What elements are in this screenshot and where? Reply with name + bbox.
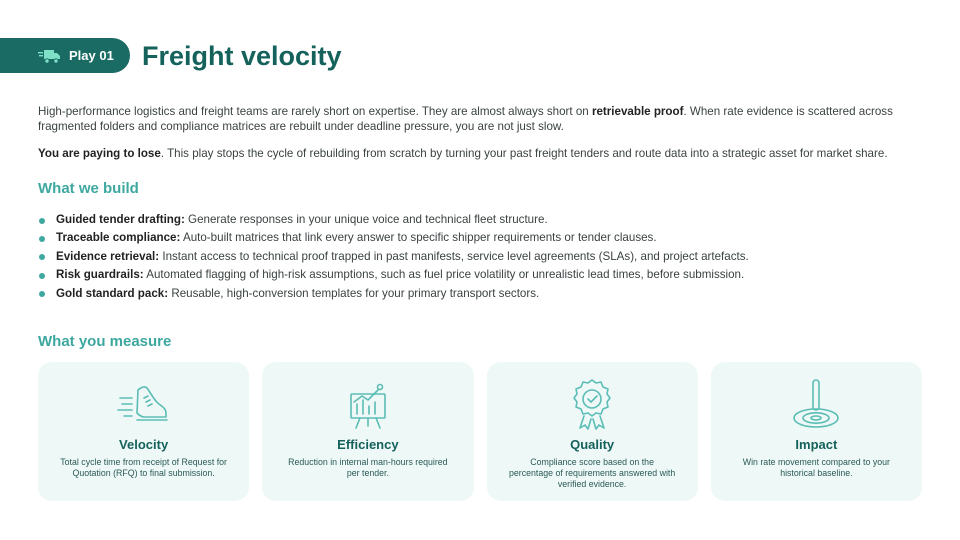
build-list (38, 211, 928, 303)
quality-badge-icon (564, 378, 620, 430)
intro-p2-text: . This play stops the cycle of rebuilding from scratch by turning your past freight tenders and route data into a strategic asset for market share. (160, 147, 888, 160)
item-label: Evidence retrieval: (56, 249, 160, 263)
bullet-dot (39, 254, 45, 260)
bullet-dot (39, 218, 45, 224)
item-text: Reusable, high-conversion templates for your primary transport sectors. (168, 286, 540, 300)
list-item (38, 266, 928, 284)
what-you-measure-heading: What you measure (38, 333, 172, 350)
metric-card-efficiency (262, 362, 473, 501)
card-description: Total cycle time from receipt of Request for Quotation (RFQ) to final submission. (60, 457, 227, 479)
intro-p2-emphasis: You are paying to lose (38, 147, 161, 160)
bullet-dot (39, 273, 45, 279)
card-title: Quality (570, 437, 615, 452)
what-we-build-heading: What we build (38, 180, 139, 197)
item-text: Automated flagging of high-risk assumptions, such as fuel price volatility or unrealistic lead times, before submission. (143, 268, 745, 282)
card-title: Impact (795, 437, 838, 452)
metric-cards (38, 362, 922, 501)
intro-paragraph-2 (38, 146, 928, 161)
list-item (38, 229, 928, 247)
running-shoe-icon (116, 378, 172, 430)
metric-card-quality (487, 362, 698, 501)
play-badge (0, 38, 130, 73)
card-title: Efficiency (337, 437, 399, 452)
target-pin-icon (788, 378, 844, 430)
play-label: Play 01 (69, 48, 114, 63)
intro-text (38, 104, 928, 173)
intro-p1-text-c: . When rate evidence is scattered across fragmented folders and compliance matrices are rebuilt under deadline pressure, you are not just slow. (38, 105, 893, 133)
bar-chart-easel-icon (340, 378, 396, 430)
metric-card-impact (711, 362, 922, 501)
metric-card-velocity (38, 362, 249, 501)
page-title: Freight velocity (142, 41, 342, 71)
list-item (38, 248, 928, 266)
item-text: Instant access to technical proof trapped in past manifests, service level agreements (SLAs), and project artefacts. (159, 249, 749, 263)
intro-p1-emphasis: retrievable proof (591, 105, 684, 118)
list-item (38, 285, 928, 303)
item-label: Traceable compliance: (56, 231, 181, 245)
item-label: Risk guardrails: (56, 268, 144, 282)
item-text: Auto-built matrices that link every answer to specific shipper requirements or tender clauses. (180, 231, 657, 245)
item-label: Guided tender drafting: (56, 213, 185, 226)
bullet-dot (39, 291, 45, 297)
item-label: Gold standard pack: (56, 286, 169, 300)
bullet-dot (39, 236, 45, 242)
card-description: Reduction in internal man-hours required per tender. (288, 457, 448, 479)
card-description: Win rate movement compared to your historical baseline. (742, 457, 890, 479)
card-title: Velocity (119, 437, 169, 452)
intro-paragraph-1 (38, 104, 928, 134)
list-item (38, 211, 928, 229)
item-text: Generate responses in your unique voice and technical fleet structure. (184, 213, 548, 226)
intro-p1-text-a: High-performance logistics and freight teams are rarely short on expertise. They are almost always short on (38, 105, 592, 118)
card-description: Compliance score based on the percentage of requirements answered with verified evidence. (508, 457, 676, 490)
truck-icon (38, 48, 60, 64)
